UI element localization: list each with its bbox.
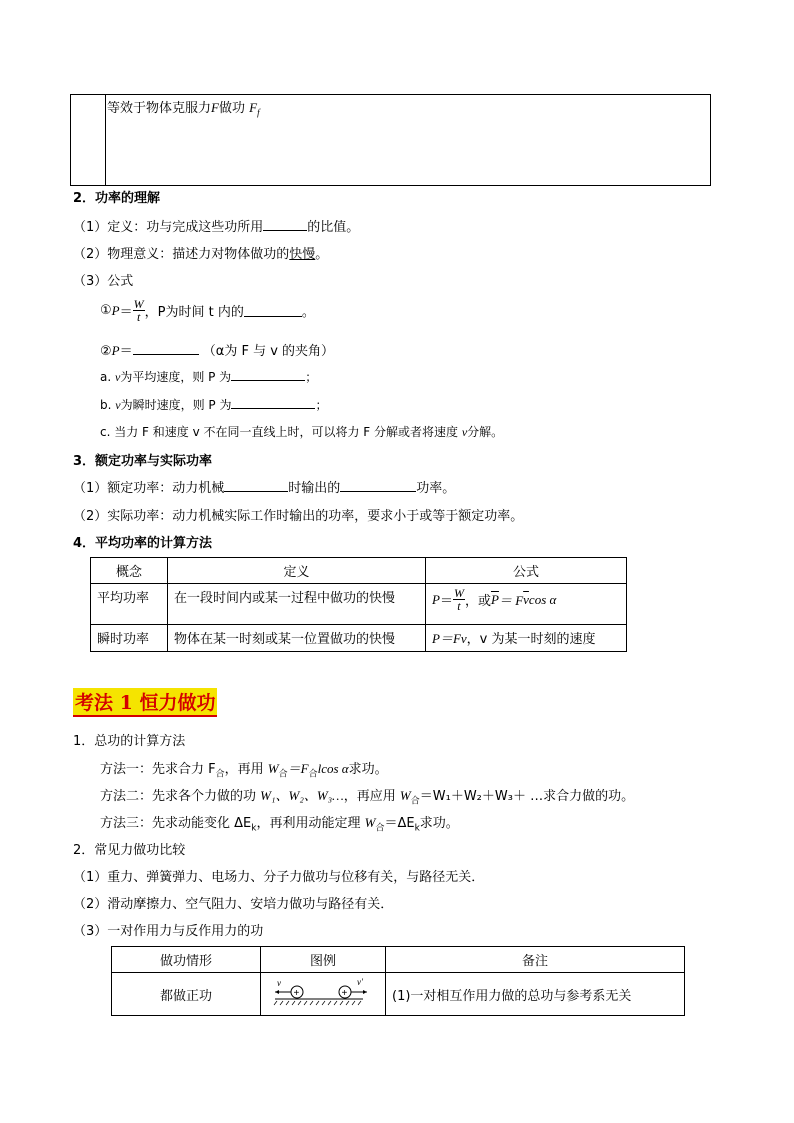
denominator: t bbox=[457, 599, 461, 613]
kaofa-heading: 考法 1 恒力做功 bbox=[73, 688, 217, 717]
text: 。 bbox=[315, 247, 329, 262]
formula-2 bbox=[100, 340, 334, 359]
fraction-W-t bbox=[133, 298, 145, 323]
var-W: W bbox=[364, 815, 376, 830]
work-pair-table bbox=[111, 946, 685, 1016]
svg-text:+: + bbox=[341, 988, 348, 999]
svg-text:+: + bbox=[293, 988, 300, 999]
sub: k bbox=[251, 823, 257, 834]
text: 求功。 bbox=[419, 816, 459, 831]
s3-line2: （2）实际功率：动力机械实际工作时输出的功率，要求小于或等于额定功率。 bbox=[73, 509, 524, 524]
velocity-label: v bbox=[277, 978, 281, 988]
text: 方法二：先求各个力做的功 bbox=[100, 789, 261, 804]
header-cell: 备注 bbox=[386, 947, 685, 973]
text: 分解。 bbox=[467, 425, 504, 439]
table-header-row bbox=[112, 947, 685, 973]
text: a. bbox=[100, 370, 115, 384]
var-v-bar: $\overline{v}$ bbox=[523, 591, 529, 607]
denominator: t bbox=[136, 310, 141, 324]
table-row bbox=[91, 625, 627, 652]
blank bbox=[231, 396, 315, 409]
table-cell: (1)一对相互作用力做的总功与参考系无关 bbox=[386, 973, 685, 1016]
header-cell: 定义 bbox=[168, 558, 426, 584]
header-cell: 概念 bbox=[91, 558, 168, 584]
underlined-answer: 快慢 bbox=[289, 247, 316, 262]
blank bbox=[340, 479, 416, 492]
var-W: W bbox=[399, 788, 411, 803]
var-P: P bbox=[111, 302, 120, 318]
text: ，P为时间 t 内的 bbox=[144, 305, 244, 320]
blank bbox=[133, 342, 199, 355]
var-v: v bbox=[114, 370, 121, 384]
sub: k bbox=[414, 823, 420, 834]
sub: 合 bbox=[308, 769, 318, 780]
velocity-label: v′ bbox=[357, 977, 363, 987]
var-W: W bbox=[267, 761, 279, 776]
item-a bbox=[100, 368, 317, 385]
header-cell: 做功情形 bbox=[112, 947, 261, 973]
text: ； bbox=[305, 370, 318, 384]
blank bbox=[231, 368, 305, 381]
section-3-title: 3．额定功率与实际功率 bbox=[73, 454, 213, 469]
header-cell: 图例 bbox=[261, 947, 386, 973]
text: 为平均速度，则 P 为 bbox=[120, 370, 232, 384]
top-table-divider bbox=[105, 95, 106, 185]
text: （1）额定功率：动力机械 bbox=[73, 481, 225, 496]
text: ① bbox=[100, 303, 112, 318]
var-v: v bbox=[461, 425, 468, 439]
text: （α为 F 与 v 的夹角） bbox=[202, 344, 335, 359]
text: 方法一：先求合力 F bbox=[100, 762, 216, 777]
var-P-bar: $\overline{P}$ bbox=[490, 591, 499, 607]
diagram-cell bbox=[261, 973, 386, 1016]
formula-cell bbox=[426, 625, 627, 652]
section-2-title: 2．功率的理解 bbox=[73, 191, 161, 206]
blank bbox=[224, 479, 288, 492]
k2-line2: （2）滑动摩擦力、空气阻力、安培力做功与路径有关． bbox=[73, 897, 394, 912]
k1-title: 1．总功的计算方法 bbox=[73, 734, 186, 749]
text: ② bbox=[100, 344, 112, 359]
s2-line1 bbox=[73, 216, 359, 235]
var-v: v bbox=[115, 398, 121, 412]
text: c. 当力 F 和速度 v 不在同一直线上时，可以将力 F 分解或者将速度 bbox=[100, 425, 462, 439]
numerator: W bbox=[453, 586, 464, 600]
table-row bbox=[112, 973, 685, 1016]
item-c bbox=[100, 423, 503, 440]
var-Ff: F bbox=[249, 100, 258, 115]
table-cell: 平均功率 bbox=[91, 584, 168, 625]
text: 时输出的 bbox=[288, 481, 341, 496]
text: ，或 bbox=[464, 594, 491, 609]
text: 。 bbox=[301, 305, 315, 320]
sub: 合 bbox=[215, 769, 225, 780]
text: 方法三：先求动能变化 ΔE bbox=[100, 816, 252, 831]
text: P＝Fv bbox=[432, 631, 467, 646]
text: ＝ bbox=[439, 594, 453, 609]
text: 功率。 bbox=[416, 481, 456, 496]
text: 为瞬时速度，则 P 为 bbox=[120, 398, 232, 412]
text: W₁、W₂、W₃… bbox=[260, 788, 344, 803]
var-P: P bbox=[111, 343, 120, 358]
k2-line1: （1）重力、弹簧弹力、电场力、分子力做功与位移有关，与路径无关． bbox=[73, 870, 485, 885]
s3-line1 bbox=[73, 477, 455, 496]
power-table bbox=[90, 557, 627, 652]
top-table-cell bbox=[107, 97, 260, 118]
text: b. bbox=[100, 398, 116, 412]
formula-1 bbox=[100, 298, 315, 323]
k2-title: 2．常见力做功比较 bbox=[73, 843, 186, 858]
var-F: F bbox=[211, 100, 219, 115]
text: ＝ F bbox=[498, 593, 524, 608]
numerator: W bbox=[133, 297, 144, 311]
top-table bbox=[70, 94, 711, 186]
cell-tail: 做功 bbox=[218, 101, 245, 116]
sub: 合 bbox=[375, 823, 385, 834]
text: ，再利用动能定理 bbox=[256, 816, 365, 831]
blank bbox=[244, 304, 302, 317]
text: ＝ bbox=[119, 305, 133, 320]
method-3 bbox=[100, 812, 459, 834]
text: 求功。 bbox=[348, 762, 388, 777]
cell-text: 等效于物体克服力 bbox=[107, 101, 212, 116]
text: ，再应用 bbox=[343, 789, 400, 804]
k2-line3: （3）一对作用力与反作用力的功 bbox=[73, 924, 264, 939]
text: （2）物理意义：描述力对物体做功的 bbox=[73, 247, 290, 262]
s2-line2 bbox=[73, 243, 328, 262]
text: （1）定义：功与完成这些功所用 bbox=[73, 220, 264, 235]
table-cell: 物体在某一时刻或某一位置做功的快慢 bbox=[168, 625, 426, 652]
table-row bbox=[91, 584, 627, 625]
header-cell: 公式 bbox=[426, 558, 627, 584]
table-cell: 在一段时间内或某一过程中做功的快慢 bbox=[168, 584, 426, 625]
text: ； bbox=[315, 398, 328, 412]
var-P: P bbox=[432, 591, 440, 607]
text: ＝F bbox=[287, 761, 309, 776]
text: ＝W₁＋W₂＋W₃＋ …求合力做的功。 bbox=[419, 789, 635, 804]
sub: 合 bbox=[410, 796, 420, 807]
text: ＝ΔE bbox=[384, 816, 415, 831]
text: ＝ bbox=[119, 344, 133, 359]
table-cell: 瞬时功率 bbox=[91, 625, 168, 652]
text: ，v 为某一时刻的速度 bbox=[466, 632, 596, 647]
method-1 bbox=[100, 758, 388, 780]
item-b bbox=[100, 396, 327, 413]
two-charges-diagram bbox=[263, 975, 371, 1009]
sub: 合 bbox=[278, 769, 288, 780]
blank bbox=[263, 218, 307, 231]
fraction-W-t bbox=[453, 587, 465, 612]
text: cos α bbox=[528, 591, 557, 607]
text: lcos α bbox=[317, 761, 349, 776]
s2-line3: （3）公式 bbox=[73, 274, 134, 289]
text: 的比值。 bbox=[307, 220, 360, 235]
sub-f: f bbox=[257, 107, 260, 118]
table-cell: 都做正功 bbox=[112, 973, 261, 1016]
table-header-row bbox=[91, 558, 627, 584]
method-2 bbox=[100, 785, 634, 807]
section-4-title: 4．平均功率的计算方法 bbox=[73, 536, 213, 551]
formula-cell bbox=[426, 584, 627, 625]
text: ，再用 bbox=[224, 762, 268, 777]
